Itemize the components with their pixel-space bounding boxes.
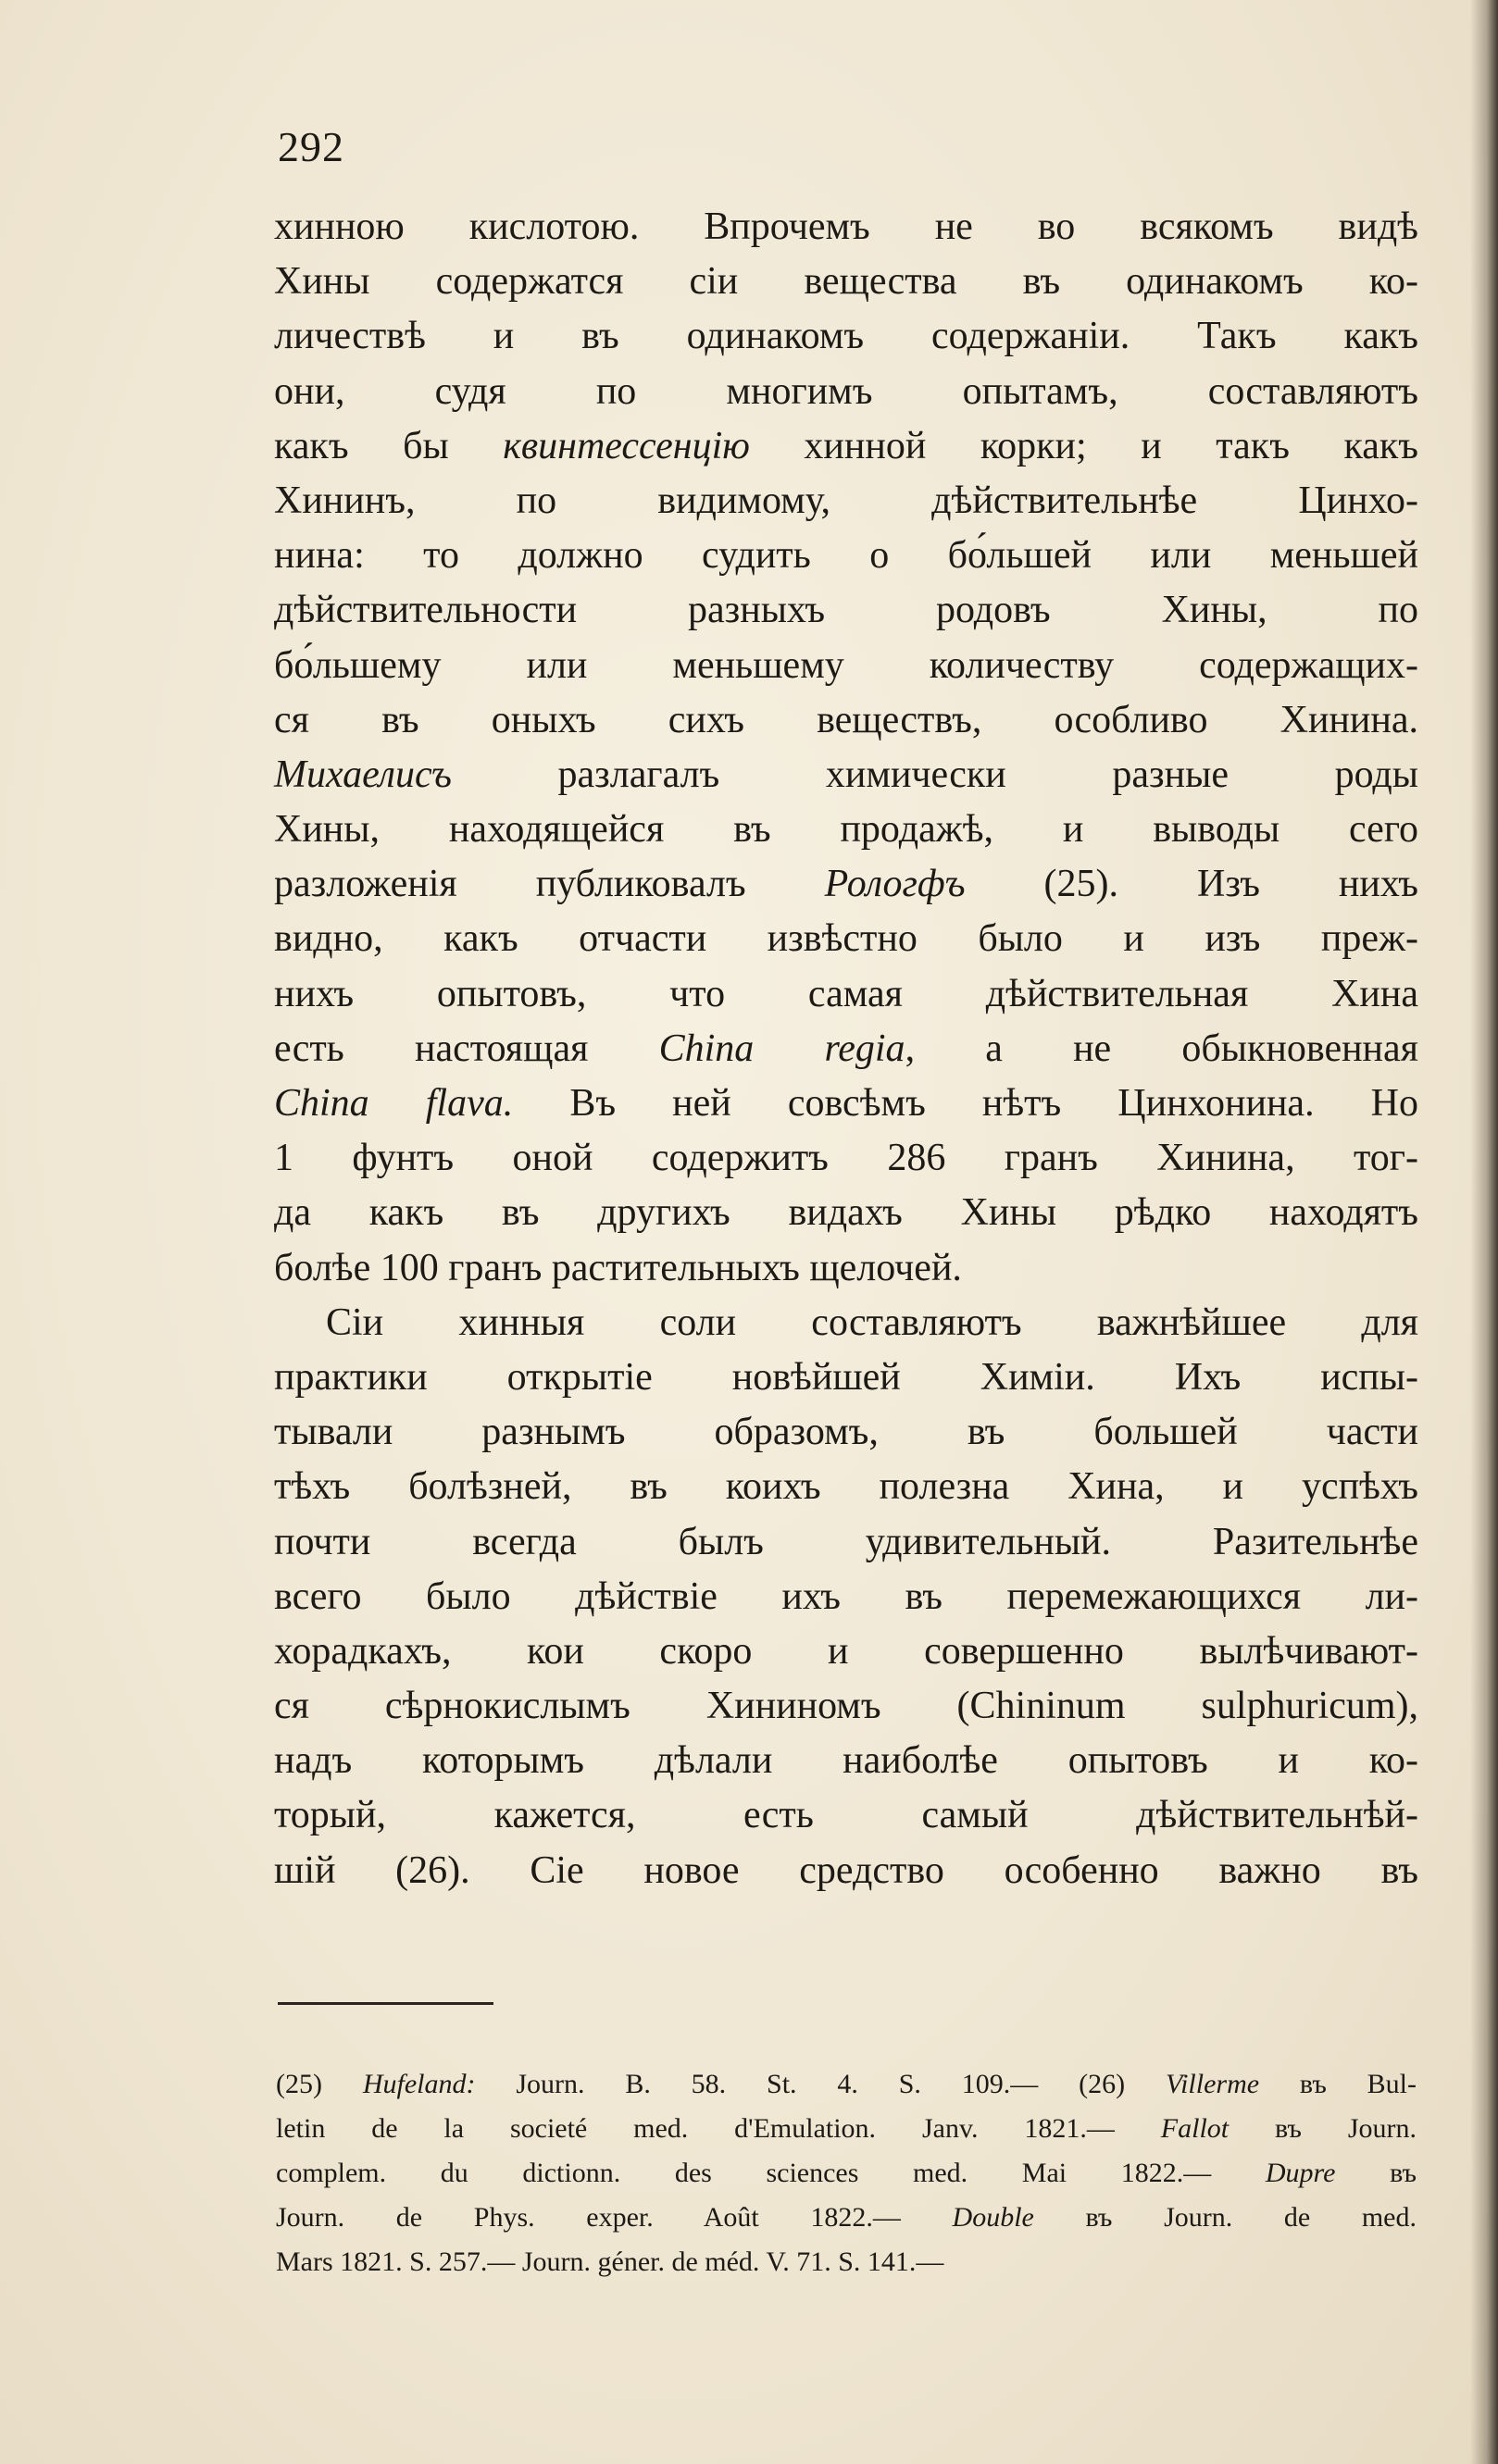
text-line: [274, 803, 1418, 857]
text-segment: болѣе 100 гранъ растительныхъ щелочей.: [274, 1246, 962, 1289]
page-number: 292: [278, 123, 344, 170]
text-line: [274, 1241, 1418, 1296]
text-segment: какъ бы: [274, 424, 504, 467]
text-line: [274, 967, 1418, 1022]
text-line: [274, 1624, 1418, 1679]
text-segment: letin de la societé med. d'Emulation. Janv. 1821.—: [276, 2113, 1161, 2144]
text-segment: хорадкахъ, кои скоро и совершенно вылѣчивают-: [274, 1629, 1418, 1673]
footnote-line: [276, 2062, 1417, 2107]
text-line: [274, 1350, 1418, 1405]
italic-text: Михаелисъ: [274, 753, 452, 796]
text-segment: тывали разнымъ образомъ, въ большей части: [274, 1411, 1418, 1454]
text-line: [274, 1405, 1418, 1460]
text-segment: есть настоящая: [274, 1027, 659, 1070]
text-segment: Хины содержатся сіи вещества въ одинакомъ ко-: [274, 260, 1418, 304]
text-segment: надъ которымъ дѣлали наиболѣе опытовъ и ко-: [274, 1739, 1418, 1783]
italic-text: Dupre: [1265, 2158, 1336, 2188]
text-line: [274, 309, 1418, 364]
text-line: [274, 200, 1418, 255]
text-segment: практики открытіе новѣйшей Химіи. Ихъ испы-: [274, 1355, 1418, 1399]
text-line: [274, 1570, 1418, 1624]
italic-text: Fallot: [1160, 2113, 1230, 2144]
text-segment: (25): [276, 2069, 363, 2099]
text-line: [274, 857, 1418, 912]
text-segment: Journ. de Phys. exper. Août 1822.—: [276, 2202, 953, 2233]
italic-text: Double: [952, 2202, 1034, 2233]
text-segment: Journ. B. 58. St. 4. S. 109.— (26): [475, 2069, 1166, 2099]
text-segment: хинной корки; и такъ какъ: [749, 424, 1418, 467]
text-segment: complem. du dictionn. des sciences med. Mai 1822.—: [276, 2158, 1266, 2188]
text-line: [274, 912, 1418, 966]
text-segment: Хины, находящейся въ продажѣ, и выводы сего: [274, 808, 1418, 852]
text-line: [274, 1296, 1418, 1350]
text-segment: дѣйствительности разныхъ родовъ Хины, по: [274, 589, 1418, 632]
text-line: [274, 639, 1418, 693]
italic-text: Villerme: [1165, 2069, 1260, 2099]
text-line: [274, 474, 1418, 529]
text-line: [274, 1460, 1418, 1514]
text-line: [274, 1844, 1418, 1898]
footnotes: [276, 2062, 1417, 2284]
text-segment: , а не обыкновенная: [905, 1027, 1418, 1070]
text-segment: видно, какъ отчасти извѣстно было и изъ преж-: [274, 917, 1418, 961]
text-segment: Сіи хинныя соли составляютъ важнѣйшее для: [326, 1300, 1418, 1344]
text-line: [274, 529, 1418, 583]
text-segment: да какъ въ другихъ видахъ Хины рѣдко находятъ: [274, 1191, 1418, 1235]
text-segment: они, судя по многимъ опытамъ, составляютъ: [274, 369, 1418, 413]
text-segment: хинною кислотою. Впрочемъ не во всякомъ видѣ: [274, 205, 1418, 248]
text-line: [274, 1076, 1418, 1131]
text-line: [274, 1022, 1418, 1076]
text-line: [274, 1679, 1418, 1734]
text-segment: личествѣ и въ одинакомъ содержаніи. Такъ какъ: [274, 315, 1418, 358]
text-line: [274, 1131, 1418, 1186]
italic-text: China flava.: [274, 1082, 514, 1125]
text-segment: нихъ опытовъ, что самая дѣйствительная Хина: [274, 972, 1418, 1015]
text-line: [274, 255, 1418, 309]
text-segment: Хининъ, по видимому, дѣйствительнѣе Цинхо-: [274, 479, 1418, 522]
text-segment: нина: то должно судить о бо́льшей или меньшей: [274, 534, 1418, 578]
text-line: [274, 1734, 1418, 1788]
text-line: [274, 748, 1418, 803]
text-segment: тѣхъ болѣзней, въ коихъ полезна Хина, и успѣхъ: [274, 1465, 1418, 1509]
italic-text: Рологфъ: [824, 863, 966, 906]
text-segment: въ Bul-: [1259, 2069, 1417, 2099]
text-segment: разлагалъ химически разные роды: [451, 753, 1418, 796]
text-segment: въ Journ. de med.: [1033, 2202, 1417, 2233]
text-segment: торый, кажется, есть самый дѣйствительнѣй-: [274, 1794, 1418, 1837]
page-edge-shadow: [1470, 0, 1498, 2464]
italic-text: Hufeland:: [362, 2069, 476, 2099]
text-segment: Mars 1821. S. 257.— Journ. géner. de méd. V. 71. S. 141.—: [276, 2246, 944, 2277]
text-segment: почти всегда былъ удивительный. Разительнѣе: [274, 1520, 1418, 1563]
italic-text: квинтессенцію: [503, 424, 750, 467]
text-line: [274, 1515, 1418, 1570]
text-line: [274, 693, 1418, 748]
main-text: [274, 200, 1418, 1898]
text-segment: разложенія публиковалъ: [274, 863, 825, 906]
footnote-line: [276, 2240, 1417, 2284]
text-segment: въ: [1335, 2158, 1417, 2188]
text-segment: (25). Изъ нихъ: [965, 863, 1418, 906]
text-line: [274, 583, 1418, 638]
text-segment: шій (26). Сіе новое средство особенно важно въ: [274, 1848, 1418, 1892]
text-segment: 1 фунтъ оной содержитъ 286 гранъ Хинина, тог-: [274, 1137, 1418, 1180]
text-segment: Въ ней совсѣмъ нѣтъ Цинхонина. Но: [513, 1082, 1418, 1125]
text-line: [274, 419, 1418, 474]
footnote-divider: [278, 2002, 493, 2005]
text-segment: всего было дѣйствіе ихъ въ перемежающихся ли-: [274, 1574, 1418, 1618]
text-line: [274, 1788, 1418, 1843]
text-line: [274, 1186, 1418, 1240]
footnote-line: [276, 2107, 1417, 2151]
italic-text: China regia: [658, 1027, 905, 1070]
footnote-line: [276, 2151, 1417, 2196]
text-segment: бо́льшему или меньшему количеству содержащих-: [274, 643, 1418, 687]
footnote-line: [276, 2196, 1417, 2240]
text-segment: ся въ оныхъ сихъ веществъ, особливо Хинина.: [274, 698, 1418, 741]
text-line: [274, 365, 1418, 419]
text-segment: въ Journ.: [1229, 2113, 1417, 2144]
text-segment: ся сѣрнокислымъ Хининомъ (Chininum sulphuricum),: [274, 1685, 1418, 1728]
